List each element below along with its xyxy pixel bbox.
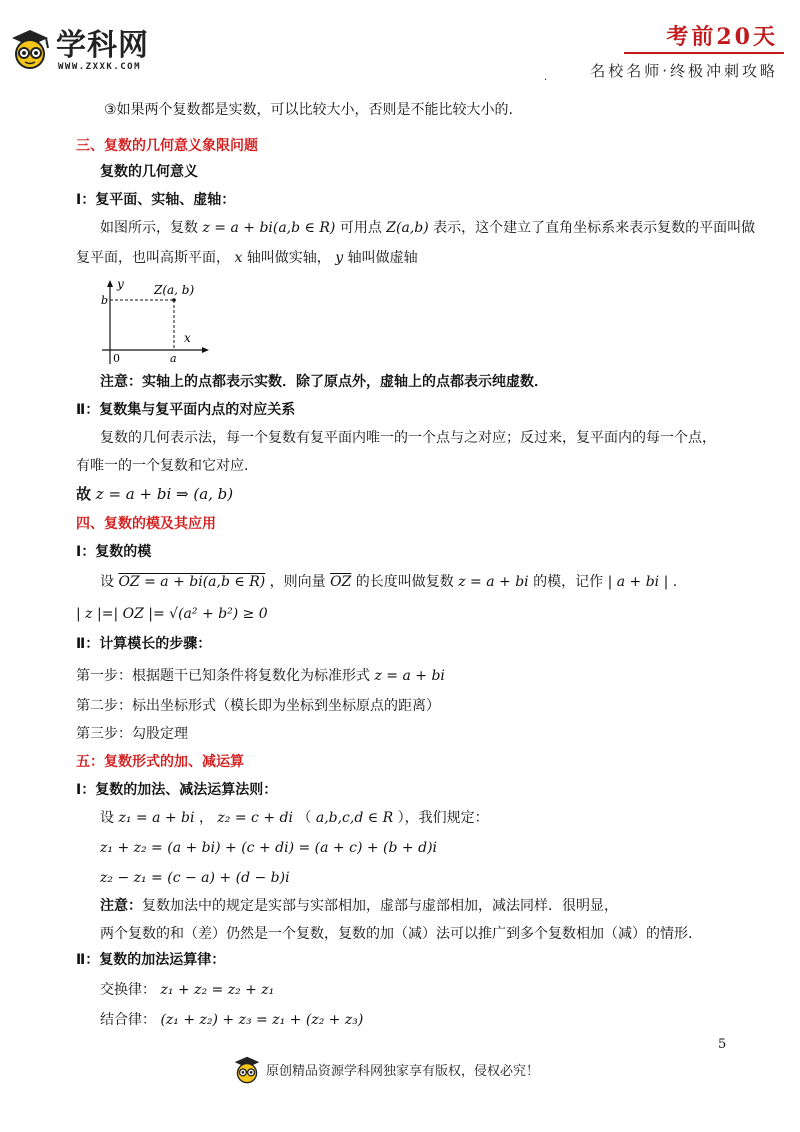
text: （ — [297, 810, 312, 826]
paragraph-line — [100, 808, 489, 828]
logo-text: 学科网 — [56, 28, 149, 63]
math-expression: z = a + bi — [458, 574, 529, 590]
text: 轴叫做虚轴 — [347, 250, 418, 266]
paragraph-line — [100, 218, 755, 238]
paragraph-line — [100, 572, 677, 592]
text-line: ③如果两个复数都是实数，可以比较大小，否则是不能比较大小的. — [104, 102, 513, 118]
text: 的长度叫做复数 — [355, 574, 454, 590]
math-expression: z₁ + z₂ = z₂ + z₁ — [160, 982, 275, 998]
math-formula: z₂ − z₁ = (c − a) + (d − b)i — [100, 870, 290, 886]
law-line — [100, 980, 274, 1000]
logo-url: WWW.ZXXK.COM — [58, 62, 142, 72]
text: 如图所示，复数 — [100, 220, 198, 236]
step-line: 第三步：勾股定理 — [76, 726, 188, 742]
complex-plane-diagram — [100, 278, 210, 366]
logo-mascot-icon — [8, 26, 52, 70]
origin-label: 0 — [113, 352, 120, 365]
header-subtitle: 名校名师·终极冲刺攻略 — [590, 62, 778, 80]
page-number: 5 — [718, 1037, 727, 1052]
text: 第一步：根据题干已知条件将复数化为标准形式 — [76, 668, 370, 684]
y-axis-label: y — [117, 278, 124, 291]
math-expression: $\overline{OZ}$ — [330, 574, 352, 590]
math-expression: (z₁ + z₂) + z₃ = z₁ + (z₂ + z₃) — [160, 1012, 364, 1028]
text: ，则向量 — [269, 574, 326, 590]
text: 复平面，也叫高斯平面， — [76, 250, 230, 266]
math-expression: x — [234, 250, 243, 266]
text: 复数加法中的规定是实部与实部相加，虚部与虚部相加，减法同样．很明显， — [142, 898, 618, 914]
math-expression: a,b,c,d ∈ R — [315, 810, 394, 826]
section-heading-3: 三、复数的几何意义象限问题 — [76, 138, 258, 154]
step-line — [76, 666, 445, 686]
paragraph-line: 有唯一的一个复数和它对应. — [76, 458, 249, 474]
math-expression: Z(a,b) — [386, 220, 429, 236]
math-expression: z₂ = c + di — [217, 810, 293, 826]
x-axis-arrow — [202, 347, 209, 353]
math-expression: z₁ = a + bi — [118, 810, 195, 826]
point-heading: Ⅱ：计算模长的步骤： — [76, 636, 212, 652]
a-label: a — [170, 352, 177, 365]
point-z — [172, 298, 176, 302]
text: 结合律： — [100, 1012, 156, 1028]
math-expression: y — [335, 250, 344, 266]
subsection-heading: 复数的几何意义 — [100, 164, 198, 180]
x-axis-label: x — [184, 331, 191, 345]
step-line: 第二步：标出坐标形式（模长即为坐标到坐标原点的距离） — [76, 698, 440, 714]
note — [100, 896, 618, 916]
text: 可用点 — [339, 220, 382, 236]
footer-mascot-icon — [232, 1054, 262, 1084]
header-dot: . — [544, 72, 548, 83]
text: 设 — [100, 574, 114, 590]
paragraph-line — [76, 484, 233, 504]
math-formula: | z |=| OZ |= √(a² + b²) ≥ 0 — [76, 606, 268, 622]
text: 设 — [100, 810, 114, 826]
text: ），我们规定： — [397, 810, 489, 826]
point-heading: Ⅰ：复数的模 — [76, 544, 152, 560]
text: 的模，记作 — [533, 574, 604, 590]
page-header — [0, 0, 800, 90]
text: 表示，这个建立了直角坐标系来表示复数的平面叫做 — [433, 220, 756, 236]
math-expression: z = a + bi(a,b ∈ R) — [202, 220, 336, 236]
header-divider — [624, 52, 784, 54]
section-heading-4: 四、复数的模及其应用 — [76, 516, 216, 532]
text: ， — [198, 810, 213, 826]
paragraph-line — [76, 248, 418, 268]
text: 交换律： — [100, 982, 156, 998]
paragraph-line: 两个复数的和（差）仍然是一个复数，复数的加（减）法可以推广到多个复数相加（减）的情形. — [100, 926, 693, 942]
math-expression: z = a + bi ⇒ (a, b) — [95, 485, 234, 503]
header-title: 考前20天 — [666, 24, 778, 50]
point-z-label: Z(a, b) — [154, 283, 195, 297]
text: 故 — [76, 485, 92, 503]
math-expression: z = a + bi — [374, 668, 445, 684]
math-expression: OZ = a + bi(a,b ∈ R) — [118, 574, 266, 590]
point-heading: Ⅱ：复数集与复平面内点的对应关系 — [76, 402, 296, 418]
text: 轴叫做实轴， — [246, 250, 331, 266]
note-label: 注意： — [100, 898, 142, 914]
point-heading: Ⅰ：复数的加法、减法运算法则： — [76, 782, 278, 798]
point-heading: Ⅱ：复数的加法运算律： — [76, 952, 226, 968]
section-heading-5: 五：复数形式的加、减运算 — [76, 754, 244, 770]
text: . — [672, 574, 678, 590]
paragraph-line: 复数的几何表示法，每一个复数有复平面内唯一的一个点与之对应；反过来，复平面内的每一个点， — [100, 430, 716, 446]
point-heading: Ⅰ：复平面、实轴、虚轴： — [76, 192, 236, 208]
math-formula: z₁ + z₂ = (a + bi) + (c + di) = (a + c) + (b + d)i — [100, 840, 438, 856]
math-expression: | a + bi | — [607, 574, 669, 590]
y-axis-arrow — [107, 280, 113, 287]
law-line — [100, 1010, 363, 1030]
footer-copyright: 原创精品资源学科网独家享有版权，侵权必究！ — [266, 1064, 540, 1079]
note: 注意：实轴上的点都表示实数．除了原点外，虚轴上的点都表示纯虚数． — [100, 374, 548, 390]
b-label: b — [101, 294, 109, 307]
